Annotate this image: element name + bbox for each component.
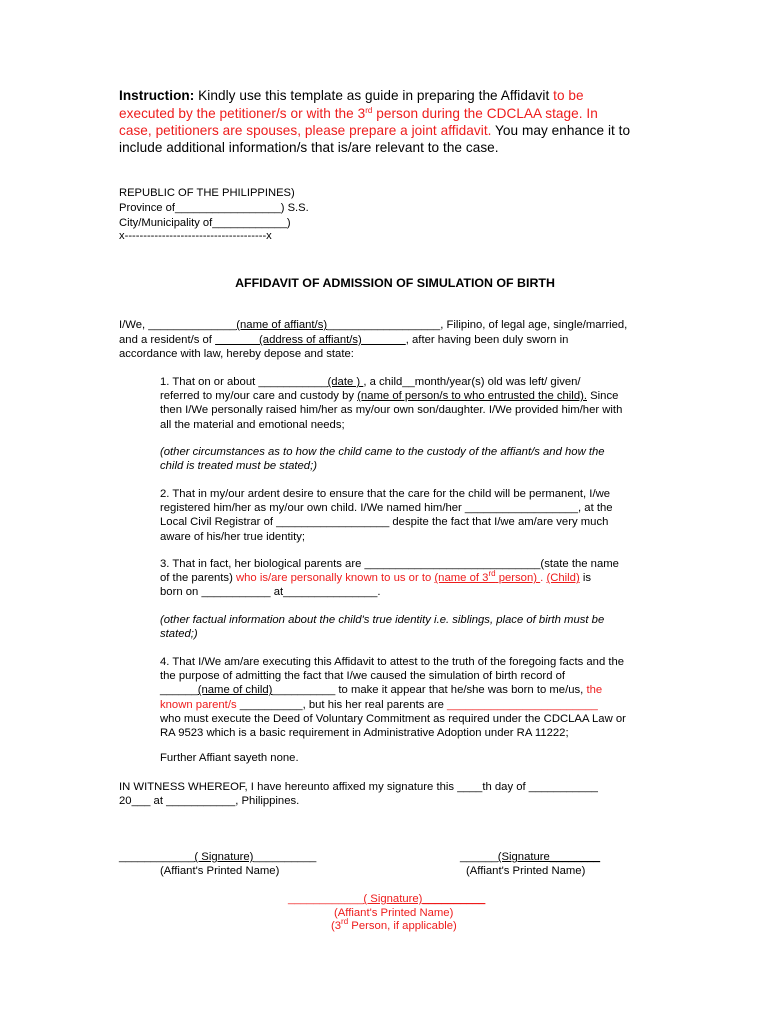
p3-line-2 <box>160 571 652 585</box>
p3-red-text: . <box>540 572 547 585</box>
p3-line-3: born on ___________ at_______________. <box>160 586 381 599</box>
p4-red-text: the <box>586 684 603 697</box>
witness-line-1: IN WITNESS WHEREOF, I have hereunto affixed my signature this ____th day of ___________ <box>119 781 598 793</box>
signature-third-note <box>331 917 457 932</box>
p1-text: 1. That on or about ___________ <box>160 376 328 388</box>
p4-text: ______ <box>160 684 198 697</box>
intro-text: __________________, Filipino, of legal age, single/married, <box>327 319 628 331</box>
entrusting-person-placeholder: (name of person/s to who entrusted the child). <box>357 390 587 403</box>
intro-text: , after having been duly sworn in <box>405 334 569 346</box>
venue-republic: REPUBLIC OF THE PHILIPPINES) <box>119 187 295 199</box>
p4-line-2: the purpose of admitting the fact that I/we caused the simulation of birth record of <box>160 670 566 683</box>
signature-left-name: (Affiant's Printed Name) <box>160 865 280 877</box>
note-2 <box>160 613 652 641</box>
p4-line-4 <box>160 698 652 712</box>
intro-text: I/We, ______________ <box>119 319 237 331</box>
p2-line-2: registered him/her as my/our own child. I/We named him/her __________________, at the <box>160 502 613 515</box>
instruction-red-text: person during the CDCLAA stage. In <box>372 106 598 121</box>
signature-blank: ______ <box>460 851 498 863</box>
child-placeholder: (Child) <box>546 572 580 585</box>
p3-red-text: who is/are personally known to us or to <box>235 572 435 585</box>
note-2-line-2: stated;) <box>160 628 198 641</box>
instruction-red-text: executed by the petitioner/s or with the 3 <box>119 106 366 121</box>
signature-third-line <box>288 893 485 905</box>
witness-line-2: 20___ at ___________, Philippines. <box>119 795 300 807</box>
instruction-line-1 <box>119 88 584 103</box>
paragraph-4 <box>160 655 652 740</box>
p2-line-1: 2. That in my/our ardent desire to ensure that the care for the child will be permanent, I/we <box>160 488 611 500</box>
intro-text: and a resident/s of <box>119 334 216 346</box>
instruction-text: Kindly use this template as guide in preparing the Affidavit <box>194 88 554 103</box>
paragraph-3 <box>160 557 652 600</box>
third-person-placeholder: (name of 3 <box>434 572 489 585</box>
p3-text: is <box>579 572 592 585</box>
note-1 <box>160 445 652 473</box>
third-note-text: (3 <box>331 920 342 932</box>
p4-red-text: known parent/s <box>160 698 237 711</box>
instruction-red-text: to be <box>553 88 584 103</box>
p1-line-3: then I/We personally raised him/her as my/our own son/daughter. I/We provided him/her with <box>160 404 623 417</box>
signature-blank: ____________ <box>119 851 195 863</box>
signature-label: (Signature________ <box>497 851 601 863</box>
real-parents-blank: ________________________ <box>447 698 598 711</box>
instruction-red-text: case, petitioners are spouses, please prepare a joint affidavit. <box>119 123 492 138</box>
p1-line-4: all the material and emotional needs; <box>160 418 345 431</box>
paragraph-1 <box>160 375 652 432</box>
document-title: AFFIDAVIT OF ADMISSION OF SIMULATION OF BIRTH <box>235 276 555 290</box>
signature-right-name: (Affiant's Printed Name) <box>466 865 586 877</box>
third-person-placeholder: person) <box>495 572 541 585</box>
signature-right-line <box>460 851 600 863</box>
signature-third-name: (Affiant's Printed Name) <box>334 907 454 919</box>
p1-text: referred to my/our care and custody by <box>160 390 358 403</box>
superscript: rd <box>341 917 349 926</box>
p1-line-1 <box>160 375 652 389</box>
note-2-line-1: (other factual information about the child's true identity i.e. siblings, place of birth must be <box>160 614 605 626</box>
note-1-line-2: child is treated must be stated;) <box>160 460 317 473</box>
superscript: rd <box>488 569 496 579</box>
p1-line-2 <box>160 389 652 403</box>
further-affiant: Further Affiant sayeth none. <box>160 752 299 764</box>
p2-line-4: aware of his/her true identity; <box>160 530 306 543</box>
p4-text: __________ to make it appear that he/she was born to me/us, <box>272 684 587 697</box>
p1-text: , a child__month/year(s) old was left/ given/ <box>363 376 581 388</box>
affiant-name-placeholder: (name of affiant/s) <box>236 319 328 331</box>
p2-line-3: Local Civil Registrar of __________________ despite the fact that I/we am/are very much <box>160 516 609 529</box>
signature-blank: __________ <box>253 851 317 863</box>
intro-line-2 <box>119 334 568 346</box>
instruction-line-3 <box>119 123 630 138</box>
p3-text: of the parents) <box>160 572 236 585</box>
p4-line-1: 4. That I/We am/are executing this Affidavit to attest to the truth of the foregoing facts and the <box>160 656 625 668</box>
p4-text: __________, but his her real parents are <box>236 698 448 711</box>
date-placeholder: (date ) <box>327 376 364 388</box>
instruction-text: You may enhance it to <box>491 123 631 138</box>
instruction-line-2 <box>119 106 598 121</box>
venue-separator: x--------------------------------------x <box>119 230 272 242</box>
third-note-text: Person, if applicable) <box>348 920 457 932</box>
signature-blank: __________ <box>422 893 486 905</box>
p4-line-3 <box>160 683 652 697</box>
note-1-line-1: (other circumstances as to how the child came to the custody of the affiant/s and how the <box>160 446 605 458</box>
intro-line-1 <box>119 319 627 331</box>
instruction-label: Instruction: <box>119 88 195 103</box>
child-name-placeholder: (name of child) <box>197 684 273 697</box>
superscript: rd <box>365 106 373 115</box>
venue-city: City/Municipality of____________) <box>119 217 291 229</box>
p4-line-5: who must execute the Deed of Voluntary Commitment as required under the CDCLAA Law or <box>160 712 626 725</box>
p4-line-6: RA 9523 which is a basic requirement in Administrative Adoption under RA 11222; <box>160 727 569 740</box>
p1-text: Since <box>587 390 619 403</box>
paragraph-2 <box>160 487 652 544</box>
intro-line-3: accordance with law, hereby depose and state: <box>119 348 354 360</box>
p3-line-1: 3. That in fact, her biological parents are ____________________________(state the name <box>160 558 619 570</box>
venue-province: Province of_________________) S.S. <box>119 202 309 214</box>
signature-left-line <box>119 851 316 863</box>
signature-label: ( Signature) <box>194 851 254 863</box>
signature-blank: ____________ <box>288 893 364 905</box>
instruction-line-4: include additional information/s that is/are relevant to the case. <box>119 140 499 155</box>
signature-label: ( Signature) <box>363 893 423 905</box>
affiant-address-placeholder: (address of affiant/s) <box>215 334 406 346</box>
